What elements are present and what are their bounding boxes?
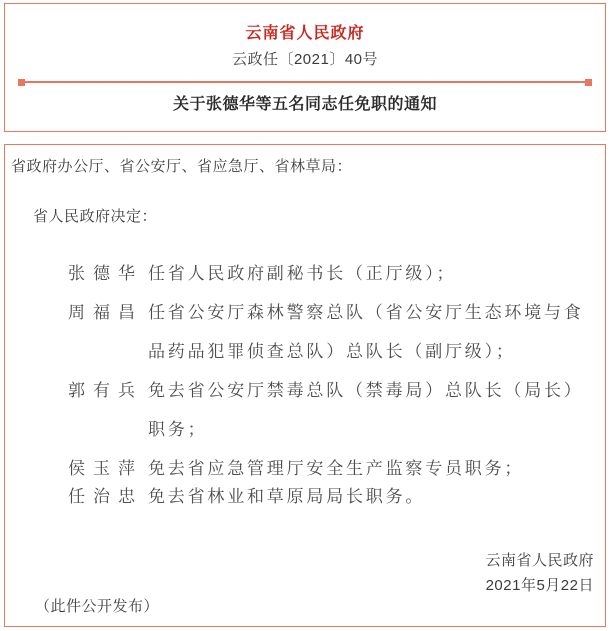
appointment-row — [68, 254, 599, 293]
issuer-title: 云南省人民政府 — [245, 25, 365, 42]
document-header-box — [4, 3, 606, 132]
signature-issuer: 云南省人民政府 — [485, 552, 594, 569]
appointment-row — [68, 371, 599, 449]
appointment-row — [68, 293, 599, 371]
appointment-desc: 免去省应急管理厅安全生产监察专员职务； — [148, 459, 525, 478]
person-name: 侯玉萍 — [68, 459, 143, 478]
decision-intro: 省人民政府决定： — [33, 208, 158, 225]
person-name: 周福昌 — [68, 303, 143, 322]
appointment-row — [68, 477, 599, 516]
person-name: 张德华 — [68, 264, 143, 283]
person-name: 郭有兵 — [68, 381, 143, 400]
header-divider — [19, 81, 591, 83]
appointment-list — [11, 254, 599, 516]
document-body-box — [4, 144, 606, 627]
person-name: 任治忠 — [68, 487, 143, 506]
appointment-desc: 任省公安厅森林警察总队（省公安厅生态环境与食 品药品犯罪侦查总队）总队长（副厅级）； — [148, 303, 584, 361]
public-release-note: （此件公开发布） — [35, 598, 160, 615]
appointment-desc: 任省人民政府副秘书长（正厅级）； — [148, 264, 457, 283]
salutation: 省政府办公厅、省公安厅、省应急厅、省林草局： — [11, 158, 353, 175]
notice-title: 关于张德华等五名同志任免职的通知 — [172, 96, 437, 113]
appointment-desc: 免去省公安厅禁毒总队（禁毒局）总队长（局长） 职务； — [148, 381, 584, 439]
appointment-desc: 免去省林业和草原局局长职务。 — [148, 487, 426, 506]
signature-date: 2021年5月22日 — [485, 577, 594, 594]
document-number: 云政任〔2021〕40号 — [231, 51, 379, 68]
